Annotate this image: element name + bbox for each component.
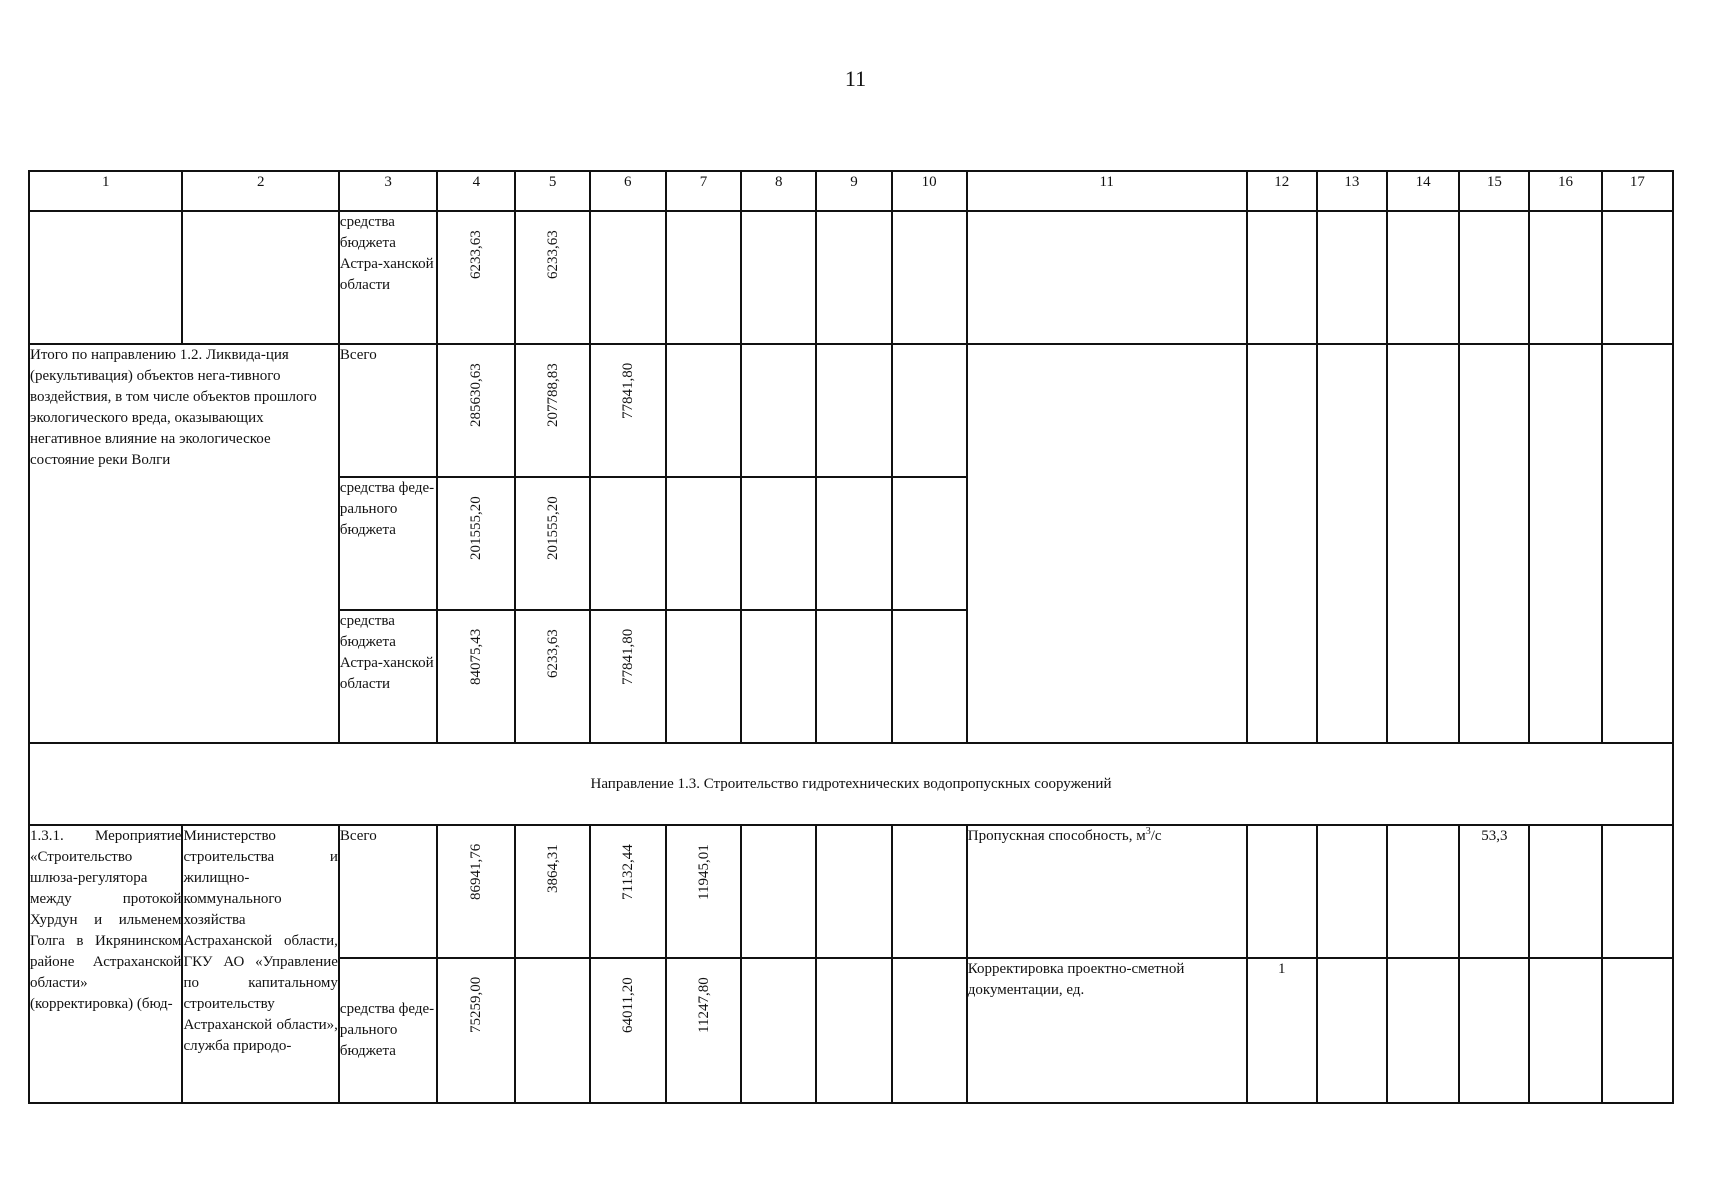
funding-source: средства бюджета Астра-ханской области	[339, 610, 437, 743]
value-cell: 77841,80	[590, 610, 666, 743]
measure-name: 1.3.1. Мероприятие «Строительство шлюза-регулятора между протокой Хурдун и ильменем Голга в Икрянинском районе Астраханской области» (корректировка) (бюд-	[29, 825, 182, 1103]
measure-executor: Министерство строительства и жилищно-коммунального хозяйства Астраханской области, ГКУ АО «Управление по капитальному строительству Астраханской области», служба природо-	[182, 825, 338, 1103]
col-header-7: 7	[666, 171, 741, 211]
col-header-13: 13	[1317, 171, 1387, 211]
value-cell: 11945,01	[666, 825, 741, 958]
value-cell	[590, 477, 666, 610]
col-header-12: 12	[1247, 171, 1317, 211]
table-row	[29, 743, 1673, 825]
table-row	[29, 825, 1673, 958]
indicator-value-15	[1459, 958, 1529, 1103]
funding-source: средства феде-рального бюджета	[339, 958, 437, 1103]
value-cell: 201555,20	[437, 477, 515, 610]
value-cell	[515, 958, 589, 1103]
col-header-16: 16	[1529, 171, 1601, 211]
value-cell: 77841,80	[590, 344, 666, 477]
funding-source: средства феде-рального бюджета	[339, 477, 437, 610]
col-header-9: 9	[816, 171, 891, 211]
value-cell: 6233,63	[437, 211, 515, 344]
column-number-row	[29, 171, 1673, 211]
col-header-11: 11	[967, 171, 1247, 211]
value-cell: 6233,63	[515, 211, 589, 344]
col-header-2: 2	[182, 171, 338, 211]
indicator-value-12: 1	[1247, 958, 1317, 1103]
value-cell: 201555,20	[515, 477, 589, 610]
col-header-14: 14	[1387, 171, 1459, 211]
page-number: 11	[844, 66, 867, 91]
value-cell: 64011,20	[590, 958, 666, 1103]
indicator-value-12	[1247, 825, 1317, 958]
total-title: Итого по направлению 1.2. Ликвида-ция (рекультивация) объектов нега-тивного воздействия, в том числе объектов прошлого экологического вреда, оказывающих негативное влияние на экологическое состояние реки Волги	[29, 344, 339, 743]
funding-source: Всего	[339, 344, 437, 477]
section-heading: Направление 1.3. Строительство гидротехнических водопропускных сооружений	[29, 743, 1673, 825]
indicator-name: Пропускная способность, $м^3/с$	[967, 825, 1247, 958]
value-cell: 207788,83	[515, 344, 589, 477]
value-cell: 84075,43	[437, 610, 515, 743]
value-cell: 6233,63	[515, 610, 589, 743]
col-header-6: 6	[590, 171, 666, 211]
col-header-1: 1	[29, 171, 182, 211]
col-header-15: 15	[1459, 171, 1529, 211]
funding-source: средства бюджета Астра-ханской области	[339, 211, 437, 344]
col-header-17: 17	[1602, 171, 1673, 211]
value-cell: 3864,31	[515, 825, 589, 958]
value-cell: 71132,44	[590, 825, 666, 958]
indicator-name: Корректировка проектно-сметной документации, ед.	[967, 958, 1247, 1103]
col-header-5: 5	[515, 171, 589, 211]
value-cell: 285630,63	[437, 344, 515, 477]
budget-table	[28, 170, 1674, 1104]
value-cell: 86941,76	[437, 825, 515, 958]
table-row	[29, 344, 1673, 477]
col-header-8: 8	[741, 171, 816, 211]
col-header-3: 3	[339, 171, 437, 211]
indicator-value-15: 53,3	[1459, 825, 1529, 958]
value-cell: 11247,80	[666, 958, 741, 1103]
value-cell: 75259,00	[437, 958, 515, 1103]
table-row	[29, 211, 1673, 344]
col-header-4: 4	[437, 171, 515, 211]
col-header-10: 10	[892, 171, 967, 211]
funding-source: Всего	[339, 825, 437, 958]
